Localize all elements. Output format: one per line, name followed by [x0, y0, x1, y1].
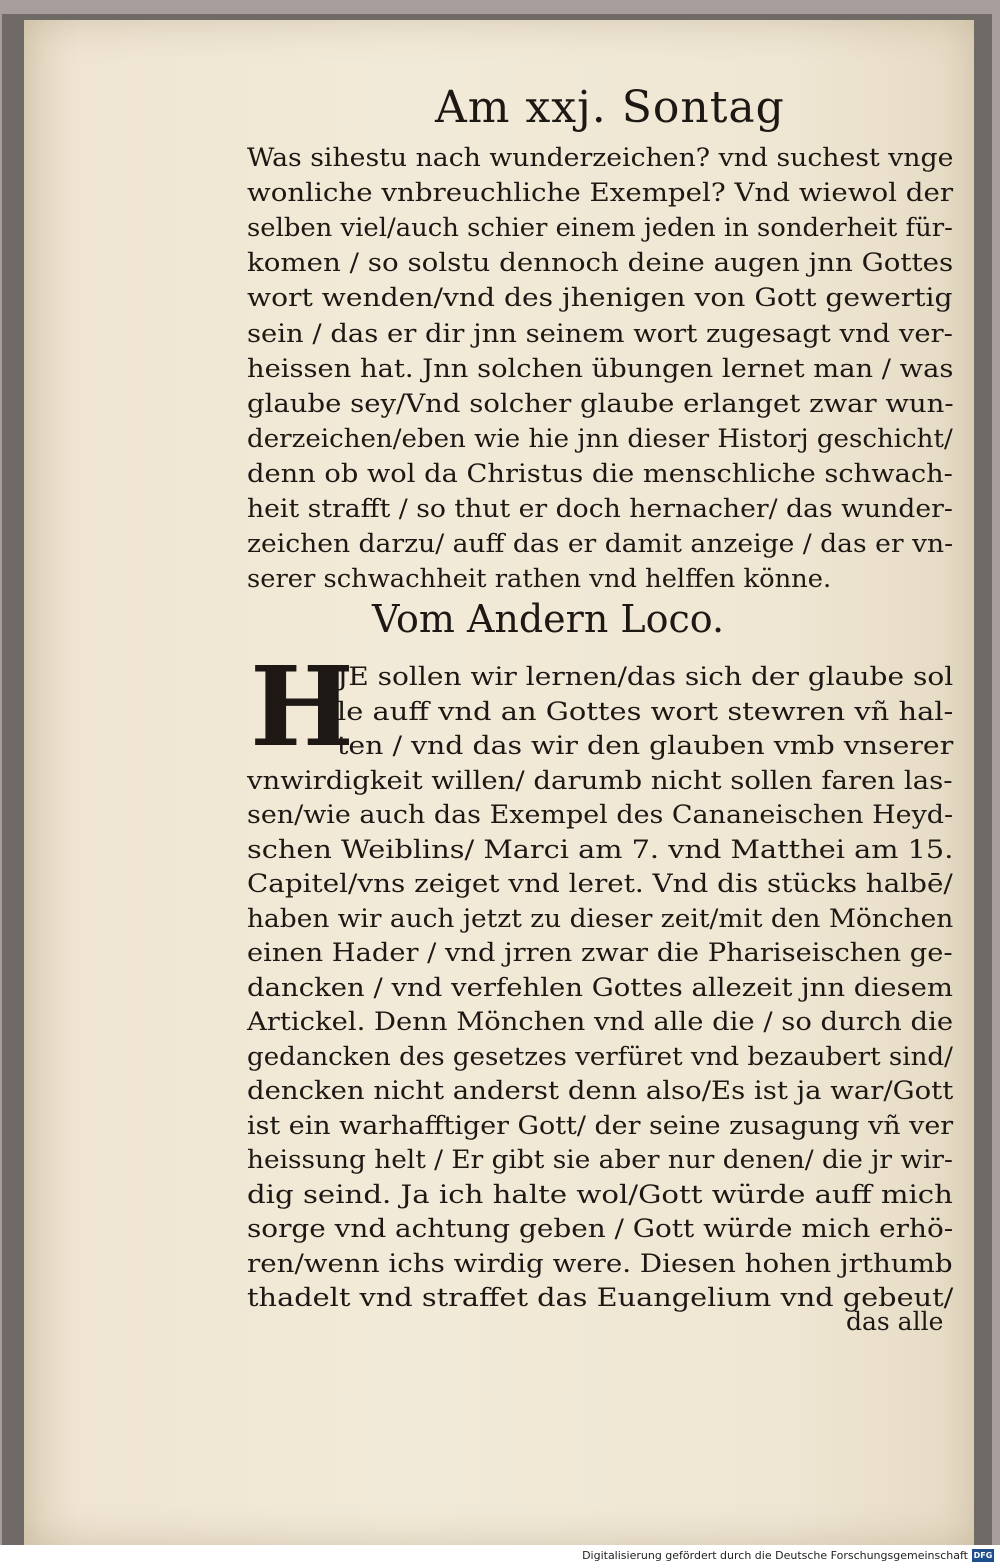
- text-line: dig seind. Ja ich halte wol/Gott würde auff mich: [247, 1179, 953, 1209]
- text-line: sen/wie auch das Exempel des Cananeischen Heyd-: [247, 800, 954, 829]
- text-line: le auff vnd an Gottes wort stewren vñ hal-: [337, 696, 954, 726]
- text-line: derzeichen/eben wie hie jnn dieser Historj geschicht/: [247, 423, 953, 453]
- text-line: vnwirdigkeit willen/ darumb nicht sollen faren las-: [247, 765, 953, 795]
- text-line: haben wir auch jetzt zu dieser zeit/mit den Mönchen: [247, 903, 954, 933]
- text-line: Artickel. Denn Mönchen vnd alle die / so durch die: [247, 1007, 954, 1036]
- text-line: serer schwachheit rathen vnd helffen könne.: [247, 564, 832, 594]
- text-line: gedancken des gesetzes verfüret vnd bezaubert sind/: [247, 1041, 953, 1071]
- text-line: glaube sey/Vnd solcher glaube erlanget zwar wun-: [247, 388, 954, 418]
- text-line: heit strafft / so thut er doch hernacher/ das wunder-: [247, 494, 953, 523]
- text-line: wort wenden/vnd des jhenigen von Gott gewertig: [247, 283, 953, 313]
- text-line: ren/wenn ichs wirdig were. Diesen hohen jrthumb: [247, 1248, 953, 1278]
- decorated-initial: H: [250, 642, 354, 771]
- text-line: komen / so solstu dennoch deine augen jnn Gottes: [247, 248, 954, 278]
- catchword: das alle: [846, 1307, 944, 1336]
- text-line: JE sollen wir lernen/das sich der glaube sol: [337, 662, 954, 691]
- text-line: thadelt vnd straffet das Euangelium vnd gebeut/: [247, 1283, 954, 1312]
- footer-credit: Digitalisierung gefördert durch die Deutsche Forschungsgemeinschaft: [582, 1549, 968, 1562]
- text-line: heissung helt / Er gibt sie aber nur denen/ die jr wir-: [247, 1145, 953, 1174]
- text-line: einen Hader / vnd jrren zwar die Phariseischen ge-: [247, 938, 953, 967]
- text-line: dencken nicht anderst denn also/Es ist ja war/Gott: [247, 1076, 954, 1105]
- text-line: Was sihestu nach wunderzeichen? vnd suchest vnge: [247, 143, 954, 172]
- text-line: dancken / vnd verfehlen Gottes allezeit jnn diesem: [247, 972, 953, 1002]
- text-line: heissen hat. Jnn solchen übungen lernet man / was: [247, 353, 954, 383]
- text-line: sorge vnd achtung geben / Gott würde mich erhö-: [247, 1214, 954, 1243]
- text-line: selben viel/auch schier einem jeden in sonderheit für-: [247, 213, 953, 243]
- text-line: ten / vnd das wir den glauben vmb vnserer: [337, 731, 954, 760]
- running-head: Am xxj. Sontag: [435, 82, 785, 133]
- text-line: Capitel/vns zeiget vnd leret. Vnd dis stücks halbē/: [247, 869, 953, 898]
- text-line: zeichen darzu/ auff das er damit anzeige / das er vn-: [247, 529, 954, 559]
- text-line: wonliche vnbreuchliche Exempel? Vnd wiewol der: [247, 178, 954, 208]
- dfg-logo: DFG: [973, 1551, 993, 1560]
- text-line: ist ein warhafftiger Gott/ der seine zusagung vñ ver: [247, 1110, 954, 1140]
- text-line: denn ob wol da Christus die menschliche schwach-: [247, 458, 953, 488]
- text-line: schen Weiblins/ Marci am 7. vnd Matthei am 15.: [247, 834, 954, 864]
- text-line: sein / das er dir jnn seinem wort zugesagt vnd ver-: [247, 318, 953, 348]
- section-heading: Vom Andern Loco.: [372, 597, 725, 641]
